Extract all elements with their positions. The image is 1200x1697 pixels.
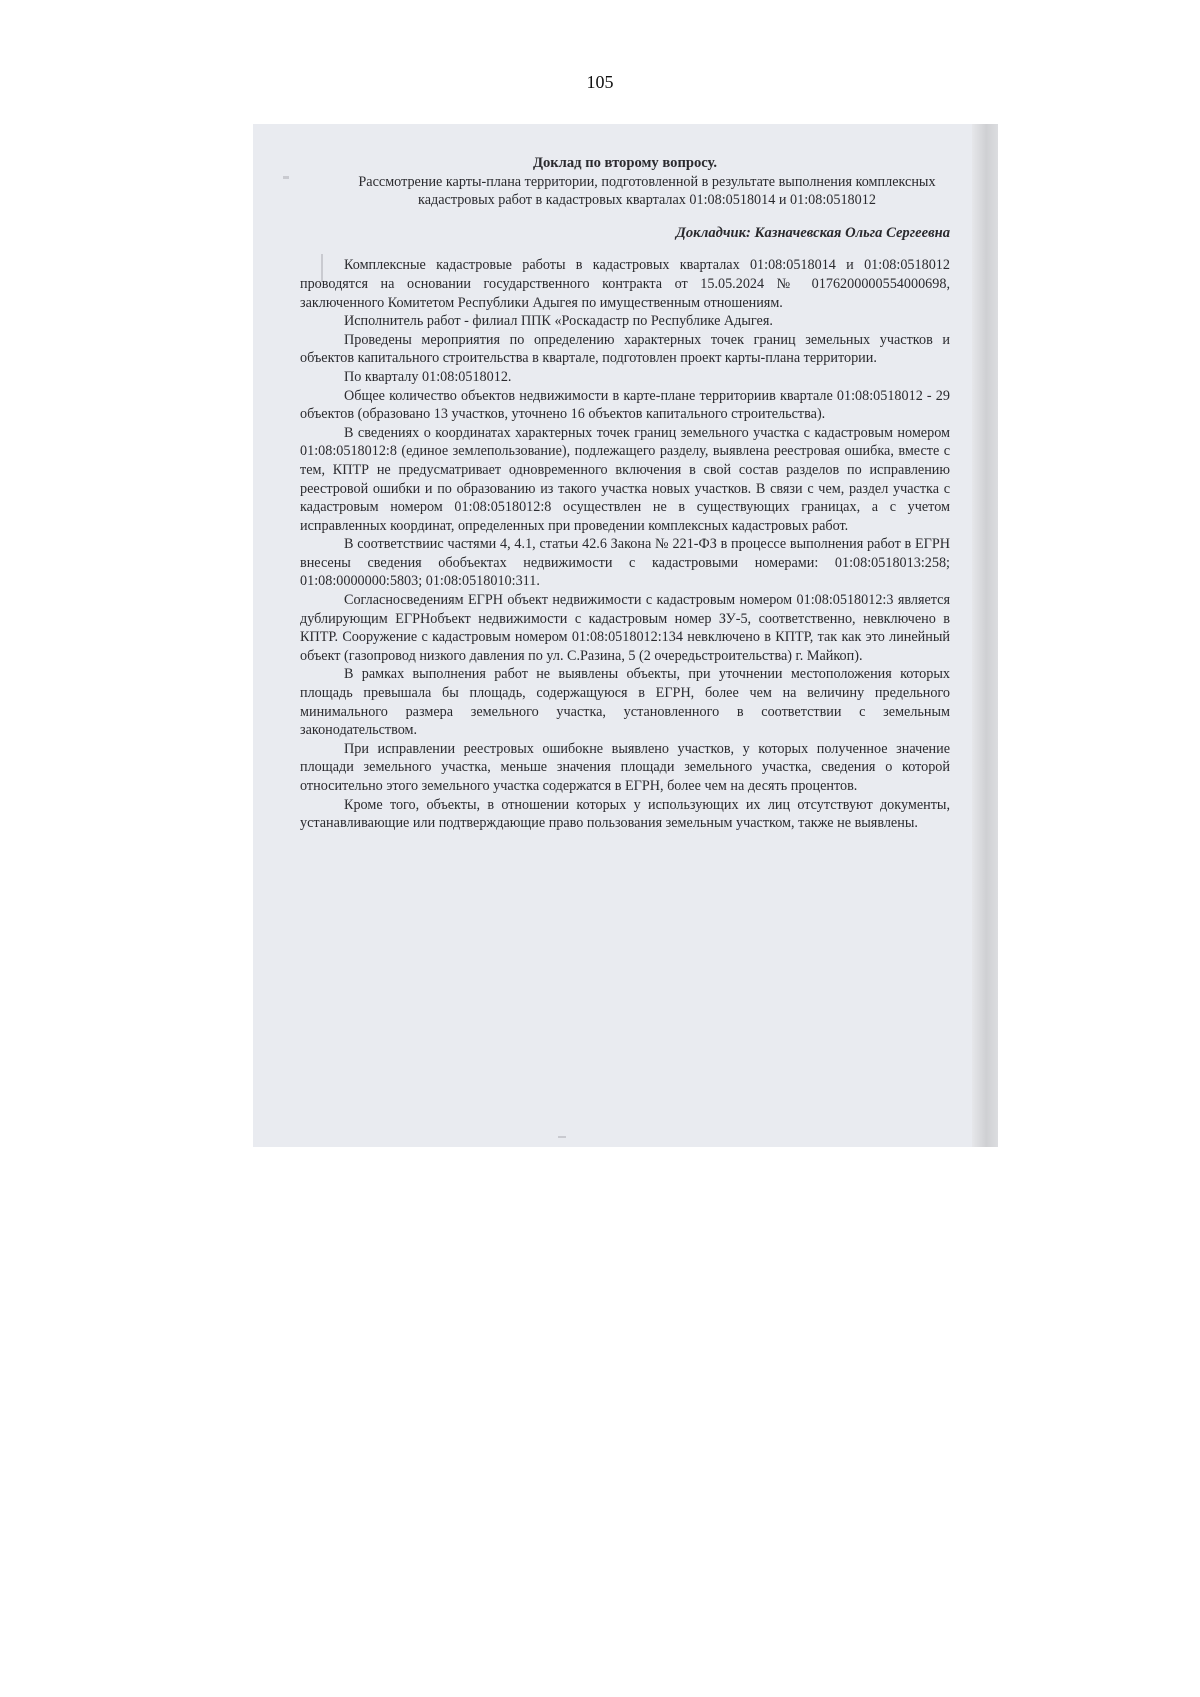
page-number: 105 <box>586 72 614 92</box>
document-title: Доклад по второму вопросу. <box>532 155 718 171</box>
paragraph: В соответствиис частями 4, 4.1, статьи 42.6 Закона № 221-ФЗ в процессе выполнения работ в ЕГРН внесены сведения обобъектах недвижимости с кадастровыми номерами: 01:08:0518013:258; 01:08:0000000:5803; 01:08:0518010:311. <box>300 536 950 590</box>
document-body <box>300 154 950 833</box>
document-subtitle: Рассмотрение карты-плана территории, подготовленной в результате выполнения комплексных кадастровых работ в кадастровых кварталах 01:08:0518014 и 01:08:0518012 <box>358 173 936 209</box>
scan-artifact <box>283 176 289 179</box>
speaker-line: Докладчик: Казначевская Ольга Сергеевна <box>675 224 950 241</box>
scan-shadow-edge <box>972 124 998 1147</box>
paragraph: При исправлении реестровых ошибокне выявлено участков, у которых полученное значение площади земельного участка, меньше значения площади земельного участка, сведения о которой относительно этого земельного участка содержатся в ЕГРН, более чем на десять процентов. <box>300 740 950 794</box>
scan-artifact <box>558 1136 566 1138</box>
paragraph: Исполнитель работ - филиал ППК «Роскадастр по Республике Адыгея. <box>344 313 773 330</box>
paragraph: По кварталу 01:08:0518012. <box>344 368 512 385</box>
paragraph: Проведены мероприятия по определению характерных точек границ земельных участков и объектов капитального строительства в квартале, подготовлен проект карты-плана территории. <box>300 331 950 367</box>
scanned-document <box>253 124 998 1147</box>
paragraph: Кроме того, объекты, в отношении которых у использующих их лиц отсутствуют документы, устанавливающие или подтверждающие право пользования земельным участком, также не выявлены. <box>300 796 950 832</box>
paragraph: В рамках выполнения работ не выявлены объекты, при уточнении местоположения которых площадь превышала бы площадь, содержащуюся в ЕГРН, более чем на величину предельного минимального размера земельного участка, установленного в соответствии с земельным законодательством. <box>300 666 950 739</box>
paragraph: Согласносведениям ЕГРН объект недвижимости с кадастровым номером 01:08:0518012:3 является дублирующим ЕГРНобъект недвижимости с кадастровым номер ЗУ-5, соответственно, невключено в КПТР. Сооружение с кадастровым номером 01:08:0518012:134 невключено в КПТР, так как это линейный объект (газопровод низкого давления по ул. С.Разина, 5 (2 очередьстроительства) г. Майкоп). <box>300 592 950 664</box>
paragraph: Общее количество объектов недвижимости в карте-плане территориив квартале 01:08:0518012 - 29 объектов (образовано 13 участков, уточнено 16 объектов капитального строительства). <box>300 387 950 423</box>
paragraph: Комплексные кадастровые работы в кадастровых кварталах 01:08:0518014 и 01:08:0518012 проводятся на основании государственного контракта от 15.05.2024 № 0176200000554000698, заключенного Комитетом Республики Адыгея по имущественным отношениям. <box>300 257 950 311</box>
paragraph: В сведениях о координатах характерных точек границ земельного участка с кадастровым номером 01:08:0518012:8 (единое землепользование), подлежащего разделу, выявлена реестровая ошибка, вместе с тем, КПТР не предусматривает одновременного включения в свой состав разделов по исправлению реестровой ошибки и по образованию из такого участка новых участков. В связи с чем, раздел участка с кадастровым номером 01:08:0518012:8 осуществлен не в существующих границах, а с учетом исправленных координат, определенных при проведении комплексных кадастровых работ. <box>300 424 950 534</box>
